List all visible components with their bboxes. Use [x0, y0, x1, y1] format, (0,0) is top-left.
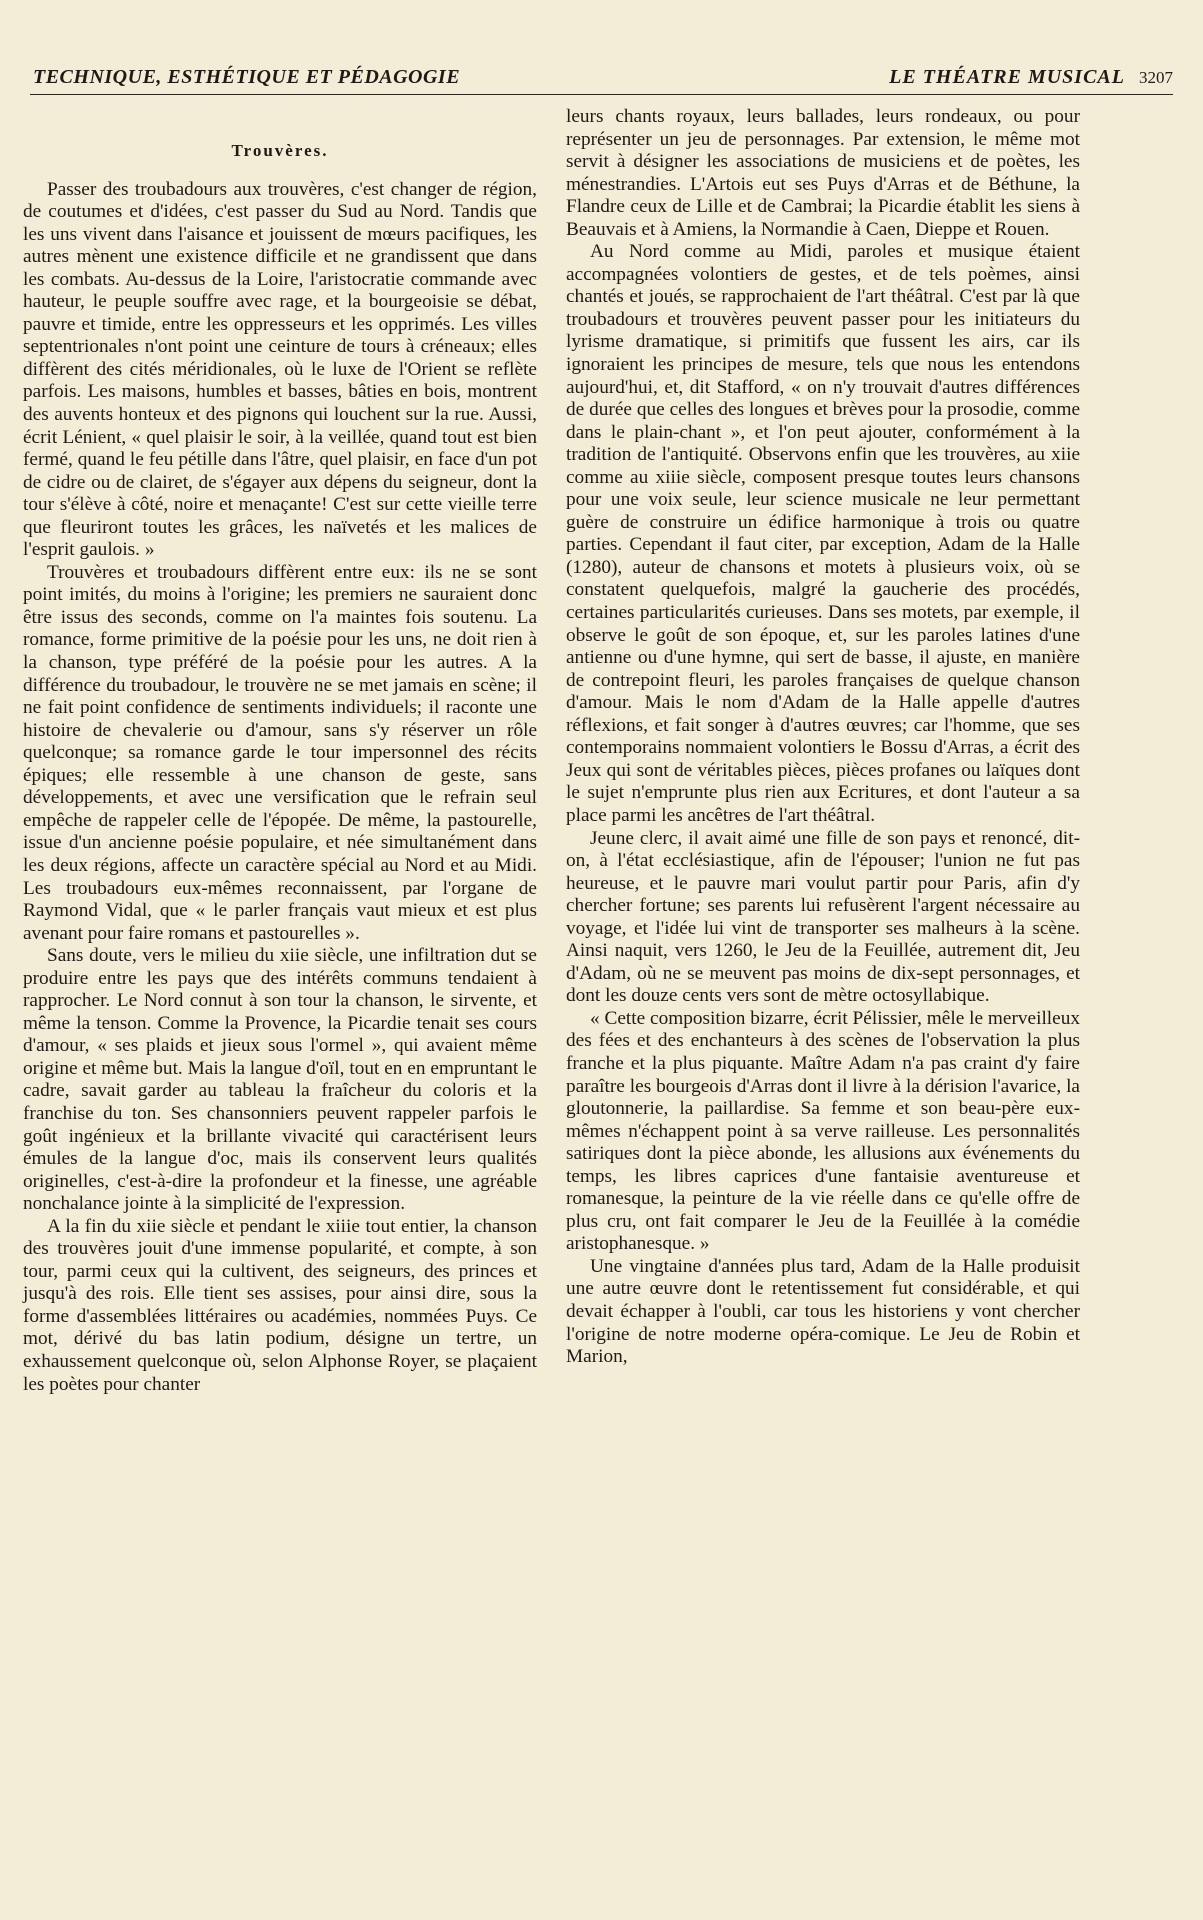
paragraph: Sans doute, vers le milieu du xiie siècle, une infiltration dut se produire entre les pays que des intérêts communs tendaient à rapprocher. Le Nord connut à son tour la chanson, le sirvente, et même la tenson. Comme la Provence, la Picardie tenait ses cours d'amour, « ses plaids et jieux sous l'ormel », qui avaient même origine et même but. Mais la langue d'oïl, tout en en empruntant le cadre, savait garder au tableau la fraîcheur du coloris et la franchise du ton. Ses chansonniers peuvent rappeler parfois le goût ingénieux et la brillante vivacité qui caractérisent leurs émules de la langue d'oc, mais ils conservent leurs qualités originelles, c'est-à-dire la profondeur et la finesse, une agréable nonchalance jointe à la simplicité de l'expression.: [23, 945, 537, 1215]
paragraph-continued: leurs chants royaux, leurs ballades, leurs rondeaux, ou pour représenter un jeu de personnages. Par extension, le même mot servit à désigner les associations de musiciens et de poètes, les ménestrandies. L'Artois eut ses Puys d'Arras et de Béthune, la Flandre ceux de Lille et de Cambrai; la Picardie établit les siens à Beauvais et à Amiens, la Normandie à Caen, Dieppe et Rouen.: [566, 106, 1080, 240]
paragraph: Passer des troubadours aux trouvères, c'est changer de région, de coutumes et d'idées, c'est passer du Sud au Nord. Tandis que les uns vivent dans l'aisance et jouissent de mœurs pacifiques, les autres mènent une existence difficile et ne grandissent que dans les combats. Au-dessus de la Loire, l'aristocratie commande avec hauteur, le peuple souffre avec rage, et la bourgeoisie se débat, pauvre et timide, entre les oppresseurs et les opprimés. Les villes septentrionales n'ont point une ceinture de tours à créneaux; elles diffèrent des cités méridionales, où le luxe de l'Orient se reflète parfois. Les maisons, humbles et basses, bâties en bois, montrent des auvents honteux et des pignons qui louchent sur la rue. Aussi, écrit Lénient, « quel plaisir le soir, à la veillée, quand tout est bien fermé, quand le feu pétille dans l'âtre, quel plaisir, en face d'un pot de cidre ou de clairet, de s'égayer aux dépens du seigneur, dont la tour s'élève à côté, noire et menaçante! C'est sur cette vieille terre que fleuriront toutes les grâces, les naïvetés et les malices de l'esprit gaulois. »: [23, 178, 537, 561]
section-title: Trouvères.: [231, 141, 329, 160]
paragraph: Jeune clerc, il avait aimé une fille de son pays et renoncé, dit-on, à l'état ecclésiastique, afin de l'épouser; l'union ne fut pas heureuse, et le pauvre mari voulut partir pour Paris, afin d'y chercher fortune; ses parents lui refusèrent l'argent nécessaire au voyage, et l'idée lui vint de transporter ses malheurs à la scène. Ainsi naquit, vers 1260, le Jeu de la Feuillée, autrement dit, Jeu d'Adam, où ne se meuvent pas moins de dix-sept personnages, et dont les douze cents vers sont de mètre octosyllabique.: [566, 827, 1080, 1007]
header-book-title: LE THÉATRE MUSICAL: [889, 66, 1125, 88]
right-column: [566, 106, 1080, 1369]
running-header: [30, 66, 1173, 95]
paragraph: « Cette composition bizarre, écrit Pélissier, mêle le merveilleux des fées et des enchanteurs à des scènes de l'observation la plus franche et la plus piquante. Maître Adam n'a pas craint d'y faire paraître les bourgeois d'Arras dont il livre à la dérision l'avarice, la gloutonnerie, la paillardise. Sa femme et son beau-père eux-mêmes n'échappent point à sa verve railleuse. Les personnalités satiriques dont la pièce abonde, les allusions aux événements du temps, les libres caprices d'une fantaisie aventureuse et romanesque, la peinture de la vie réelle dans ce qu'elle offre de plus cru, ont fait comparer le Jeu de la Feuillée à la comédie aristophanesque. »: [566, 1007, 1080, 1255]
paragraph: Trouvères et troubadours diffèrent entre eux: ils ne se sont point imités, du moins à l'origine; les premiers ne sauraient donc être issus des seconds, comme on l'a maintes fois soutenu. La romance, forme primitive de la poésie pour les uns, ne doit rien à la chanson, type préféré de la poésie pour les autres. A la différence du troubadour, le trouvère ne se met jamais en scène; il ne fait point confidence de sentiments individuels; il raconte une histoire de chevalerie ou d'amour, sans s'y réserver un rôle quelconque; sa romance garde le tour impersonnel des récits épiques; elle ressemble à une chanson de geste, sans développements, et avec une versification que le refrain seul empêche de rappeler celle de l'épopée. De même, la pastourelle, issue d'un ancienne poésie populaire, et née simultanément dans les deux régions, affecte un caractère spécial au Nord et au Midi. Les troubadours eux-mêmes reconnaissent, par l'organe de Raymond Vidal, que « le parler français vaut mieux et est plus avenant pour faire romans et pastourelles ».: [23, 561, 537, 944]
page-number: 3207: [1139, 68, 1173, 87]
paragraph: Au Nord comme au Midi, paroles et musique étaient accompagnées volontiers de gestes, et de tels poèmes, ainsi chantés et joués, se rapprochaient de l'art théâtral. C'est par là que troubadours et trouvères peuvent passer pour les initiateurs du lyrisme dramatique, si primitifs que fussent les airs, car ils ignoraient les principes de mesure, tels que nous les entendons aujourd'hui, et, dit Stafford, « on n'y trouvait d'autres différences de durée que celles des longues et brèves pour la prosodie, comme dans le plain-chant », et l'on peut ajouter, conformément à la tradition de l'antiquité. Observons enfin que les trouvères, au xiie comme au xiiie siècle, composent presque toutes leurs chansons pour une voix seule, leur science musicale ne leur permettant guère de construire un édifice harmonique à trois ou quatre parties. Cependant il faut citer, par exception, Adam de la Halle (1280), auteur de chansons et motets à plusieurs voix, où se constatent quelquefois, malgré la gaucherie des procédés, certaines particularités curieuses. Dans ses motets, par exemple, il observe le goût de son époque, et, sur les paroles latines d'une antienne ou d'une hymne, qui sert de basse, il ajuste, en manière de contrepoint fleuri, les paroles françaises de quelque chanson d'amour. Mais le nom d'Adam de la Halle appelle d'autres réflexions, et fait songer à d'autres œuvres; car l'homme, que ses contemporains nommaient volontiers le Bossu d'Arras, a écrit des Jeux qui sont de véritables pièces, pièces profanes ou laïques dont le sujet n'emprunte plus rien aux Ecritures, et dont l'auteur a sa place parmi les ancêtres de l'art théâtral.: [566, 241, 1080, 826]
paragraph: Une vingtaine d'années plus tard, Adam de la Halle produisit une autre œuvre dont le retentissement fut considérable, et qui devait échapper à l'oubli, car tous les historiens y vont chercher l'origine de notre moderne opéra-comique. Le Jeu de Robin et Marion,: [566, 1255, 1080, 1368]
paragraph: A la fin du xiie siècle et pendant le xiiie tout entier, la chanson des trouvères jouit d'une immense popularité, et compte, à son tour, parmi ceux qui la cultivent, des seigneurs, des princes et jusqu'à des rois. Elle tient ses assises, pour ainsi dire, sous la forme d'assemblées littéraires ou académies, nommées Puys. Ce mot, dérivé du bas latin podium, désigne un tertre, un exhaussement quelconque où, selon Alphonse Royer, se plaçaient les poètes pour chanter: [23, 1215, 537, 1395]
left-column: [23, 106, 537, 1396]
header-section-title: TECHNIQUE, ESTHÉTIQUE ET PÉDAGOGIE: [33, 66, 461, 88]
header-right: [889, 66, 1173, 89]
